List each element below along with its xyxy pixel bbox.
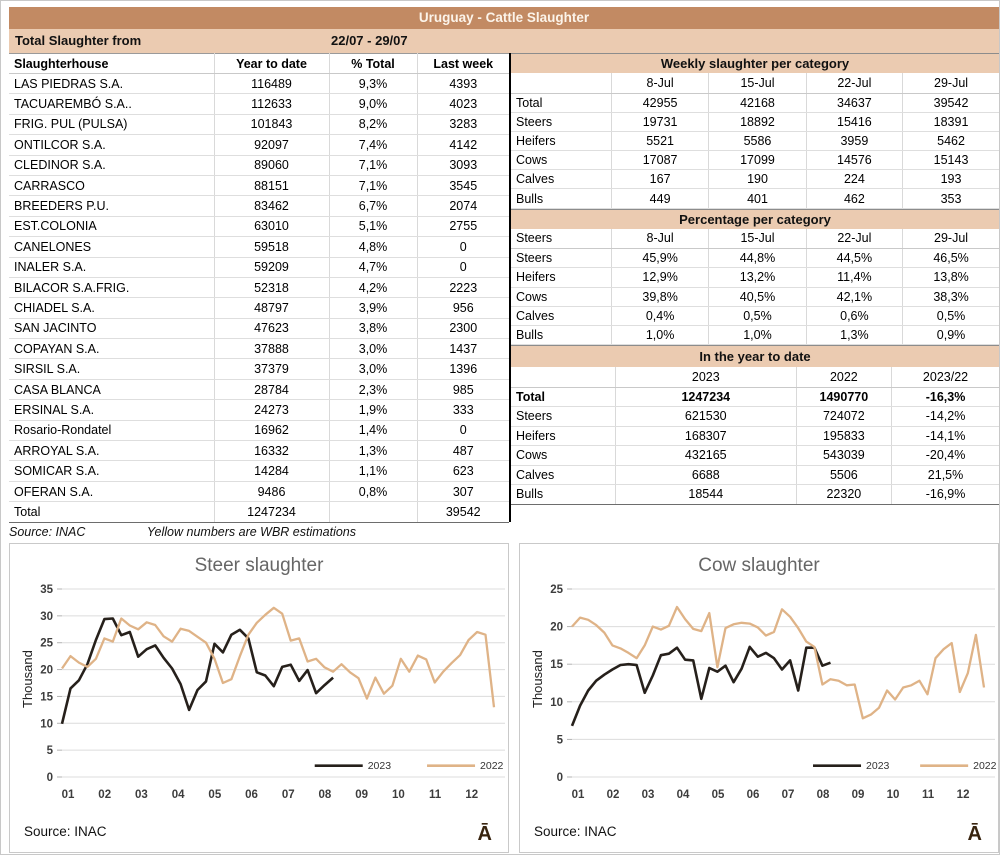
percentage-table	[511, 229, 999, 345]
table-cell: Total	[511, 93, 611, 112]
svg-text:12: 12	[465, 789, 479, 801]
svg-text:35: 35	[40, 584, 53, 596]
table-cell: 3,9%	[329, 298, 417, 318]
chart-title: Steer slaughter	[194, 555, 324, 576]
table-cell: 2300	[417, 318, 509, 338]
table-cell: 190	[709, 170, 806, 189]
svg-text:08: 08	[318, 789, 332, 801]
table-cell: OFERAN S.A.	[9, 481, 214, 501]
table-cell: 3283	[417, 114, 509, 134]
table-cell: 724072	[796, 407, 891, 427]
table-cell: 0	[417, 420, 509, 440]
table-row	[9, 94, 509, 114]
svg-text:05: 05	[208, 789, 222, 801]
table-row	[9, 400, 509, 420]
table-cell: 353	[903, 189, 999, 208]
table-footnote	[9, 525, 509, 539]
svg-text:04: 04	[171, 789, 185, 801]
table-cell: 16962	[214, 420, 329, 440]
table-cell: 985	[417, 379, 509, 399]
column-header	[511, 367, 615, 387]
table-cell: CASA BLANCA	[9, 379, 214, 399]
table-cell: 7,1%	[329, 155, 417, 175]
table-cell: 956	[417, 298, 509, 318]
table-cell: 3,8%	[329, 318, 417, 338]
table-cell: 4,8%	[329, 237, 417, 257]
weekly-slaughter-table	[511, 73, 999, 209]
chart-title: Cow slaughter	[698, 555, 820, 576]
table-row	[9, 74, 509, 94]
table-cell: TACUAREMBÓ S.A..	[9, 94, 214, 114]
table-cell: 0,8%	[329, 481, 417, 501]
svg-text:25: 25	[550, 584, 563, 596]
svg-text:2022: 2022	[480, 760, 504, 773]
table-cell: 42,1%	[806, 287, 902, 306]
table-cell: 13,8%	[903, 268, 999, 287]
table-cell: 3,0%	[329, 339, 417, 359]
table-cell: 2755	[417, 216, 509, 236]
table-cell: 1,9%	[329, 400, 417, 420]
table-cell: 5521	[611, 131, 708, 150]
table-cell: 34637	[806, 93, 902, 112]
table-cell: 15143	[903, 151, 999, 170]
table-cell: 5586	[709, 131, 806, 150]
table-cell: 401	[709, 189, 806, 208]
table-row	[9, 216, 509, 236]
period-label: Total Slaughter from	[15, 33, 142, 48]
table-row	[511, 465, 999, 485]
table-cell: 3,0%	[329, 359, 417, 379]
table-cell: -20,4%	[892, 446, 999, 466]
slaughterhouse-table	[9, 53, 509, 523]
column-header: 22-Jul	[806, 229, 902, 249]
table-row	[9, 461, 509, 481]
table-cell: CHIADEL S.A.	[9, 298, 214, 318]
table-cell: 2,3%	[329, 379, 417, 399]
table-cell: 0,5%	[903, 306, 999, 325]
table-cell: 18391	[903, 112, 999, 131]
table-cell: INALER S.A.	[9, 257, 214, 277]
table-cell: EST.COLONIA	[9, 216, 214, 236]
table-cell: 7,1%	[329, 175, 417, 195]
table-cell: 14576	[806, 151, 902, 170]
year-to-date-table	[511, 367, 999, 505]
table-cell: 112633	[214, 94, 329, 114]
table-cell: 621530	[615, 407, 796, 427]
table-cell: 17099	[709, 151, 806, 170]
table-row	[9, 135, 509, 155]
table-cell: 45,9%	[611, 249, 708, 268]
svg-text:07: 07	[781, 789, 795, 801]
brand-logo: Ā	[477, 823, 492, 845]
table-cell: 116489	[214, 74, 329, 94]
column-header: Steers	[511, 229, 611, 249]
table-cell: 4,2%	[329, 277, 417, 297]
table-cell: 0,6%	[806, 306, 902, 325]
table-cell: Calves	[511, 170, 611, 189]
table-cell: 17087	[611, 151, 708, 170]
table-cell: 1,3%	[329, 441, 417, 461]
table-cell: Steers	[511, 407, 615, 427]
svg-text:25: 25	[40, 637, 53, 650]
y-axis-label: Thousand	[530, 650, 545, 708]
table-cell: 0,9%	[903, 325, 999, 344]
line-plot	[520, 581, 998, 805]
table-cell: 83462	[214, 196, 329, 216]
table-cell: 1,3%	[806, 325, 902, 344]
table-cell: 44,8%	[709, 249, 806, 268]
column-header: 2022	[796, 367, 891, 387]
svg-text:10: 10	[550, 696, 563, 709]
table-row	[511, 93, 999, 112]
table-cell: 59518	[214, 237, 329, 257]
table-cell: 5462	[903, 131, 999, 150]
table-cell: 1,4%	[329, 420, 417, 440]
table-cell: Steers	[511, 112, 611, 131]
svg-text:5: 5	[46, 745, 53, 758]
svg-text:20: 20	[550, 621, 563, 634]
steer-slaughter-chart	[9, 543, 509, 853]
table-cell: -14,2%	[892, 407, 999, 427]
table-cell: 39542	[903, 93, 999, 112]
table-cell: 44,5%	[806, 249, 902, 268]
column-header: 29-Jul	[903, 229, 999, 249]
table-cell: 48797	[214, 298, 329, 318]
column-header	[511, 73, 611, 93]
table-cell: 42168	[709, 93, 806, 112]
svg-text:01: 01	[571, 789, 585, 801]
table-row	[9, 420, 509, 440]
table-cell: 12,9%	[611, 268, 708, 287]
table-cell: FRIG. PUL (PULSA)	[9, 114, 214, 134]
svg-text:09: 09	[355, 789, 369, 801]
y-axis-label: Thousand	[20, 650, 35, 708]
table-cell: 4393	[417, 74, 509, 94]
weekly-section-title: Weekly slaughter per category	[511, 53, 999, 73]
column-header: Last week	[417, 54, 509, 74]
svg-text:12: 12	[956, 789, 970, 801]
table-row	[511, 306, 999, 325]
slaughterhouse-panel	[9, 53, 509, 539]
column-header: 15-Jul	[709, 229, 806, 249]
column-header: 15-Jul	[709, 73, 806, 93]
table-cell: 623	[417, 461, 509, 481]
table-row	[9, 237, 509, 257]
report-title-bar: Uruguay - Cattle Slaughter	[9, 7, 999, 29]
table-cell: 4023	[417, 94, 509, 114]
table-cell: 5506	[796, 465, 891, 485]
table-cell: 39542	[417, 502, 509, 522]
table-cell: 0,5%	[709, 306, 806, 325]
svg-text:2023: 2023	[866, 760, 890, 773]
column-header: % Total	[329, 54, 417, 74]
table-row	[9, 359, 509, 379]
column-header: 8-Jul	[611, 73, 708, 93]
table-cell: ONTILCOR S.A.	[9, 135, 214, 155]
table-cell: 9,3%	[329, 74, 417, 94]
brand-logo: Ā	[967, 823, 982, 845]
table-cell: 101843	[214, 114, 329, 134]
svg-text:09: 09	[851, 789, 865, 801]
column-header: Slaughterhouse	[9, 54, 214, 74]
svg-text:0: 0	[46, 772, 53, 784]
table-cell: ERSINAL S.A.	[9, 400, 214, 420]
svg-text:06: 06	[245, 789, 258, 801]
table-cell: Heifers	[511, 131, 611, 150]
table-row	[9, 277, 509, 297]
column-header: 22-Jul	[806, 73, 902, 93]
cow-slaughter-chart	[519, 543, 999, 853]
table-cell: 38,3%	[903, 287, 999, 306]
column-header: Year to date	[214, 54, 329, 74]
table-cell: 487	[417, 441, 509, 461]
svg-text:10: 10	[886, 789, 900, 801]
table-cell: 6,7%	[329, 196, 417, 216]
svg-text:11: 11	[428, 789, 442, 801]
table-cell: 449	[611, 189, 708, 208]
period-range: 22/07 - 29/07	[331, 33, 408, 48]
table-cell: Steers	[511, 249, 611, 268]
table-cell: -14,1%	[892, 426, 999, 446]
table-cell: 3959	[806, 131, 902, 150]
table-cell: 2074	[417, 196, 509, 216]
table-cell: 0,4%	[611, 306, 708, 325]
table-cell: 0	[417, 257, 509, 277]
estimation-note: Yellow numbers are WBR estimations	[146, 524, 357, 539]
table-cell: 88151	[214, 175, 329, 195]
header-row	[511, 73, 999, 93]
table-cell: Total	[9, 502, 214, 522]
table-cell: 195833	[796, 426, 891, 446]
table-row	[9, 298, 509, 318]
table-cell: SIRSIL S.A.	[9, 359, 214, 379]
table-cell: 224	[806, 170, 902, 189]
table-cell: 92097	[214, 135, 329, 155]
table-cell: COPAYAN S.A.	[9, 339, 214, 359]
table-cell: 1247234	[615, 387, 796, 407]
table-cell: CANELONES	[9, 237, 214, 257]
svg-text:10: 10	[391, 789, 405, 801]
svg-text:20: 20	[40, 664, 53, 677]
table-cell: 1,0%	[611, 325, 708, 344]
table-cell: 21,5%	[892, 465, 999, 485]
svg-text:02: 02	[606, 789, 620, 801]
table-cell: -16,9%	[892, 485, 999, 505]
table-cell: 63010	[214, 216, 329, 236]
svg-text:08: 08	[816, 789, 830, 801]
table-row	[511, 446, 999, 466]
table-row	[511, 189, 999, 208]
ytd-section-title: In the year to date	[511, 345, 999, 367]
table-row	[511, 287, 999, 306]
table-row	[511, 387, 999, 407]
table-cell: 7,4%	[329, 135, 417, 155]
svg-text:06: 06	[746, 789, 760, 801]
table-cell: 167	[611, 170, 708, 189]
table-row	[9, 175, 509, 195]
table-cell: ARROYAL S.A.	[9, 441, 214, 461]
table-cell: 11,4%	[806, 268, 902, 287]
table-cell: 1247234	[214, 502, 329, 522]
table-cell: 40,5%	[709, 287, 806, 306]
svg-text:02: 02	[98, 789, 112, 801]
svg-text:03: 03	[135, 789, 148, 801]
table-cell: 15416	[806, 112, 902, 131]
table-row	[511, 325, 999, 344]
table-row	[9, 318, 509, 338]
table-cell: 1437	[417, 339, 509, 359]
svg-text:11: 11	[921, 789, 935, 801]
table-row	[511, 170, 999, 189]
table-cell: 168307	[615, 426, 796, 446]
chart-source: Source: INAC	[534, 824, 617, 839]
table-row	[9, 339, 509, 359]
table-row	[9, 257, 509, 277]
table-row	[511, 485, 999, 505]
period-band	[9, 29, 999, 53]
table-cell: 2223	[417, 277, 509, 297]
svg-text:30: 30	[40, 610, 53, 623]
table-cell: 28784	[214, 379, 329, 399]
table-cell: 18892	[709, 112, 806, 131]
header-row	[511, 229, 999, 249]
table-cell: 5,1%	[329, 216, 417, 236]
source-note: Source: INAC	[9, 524, 86, 539]
table-cell: 8,2%	[329, 114, 417, 134]
table-cell: Bulls	[511, 485, 615, 505]
table-cell: 543039	[796, 446, 891, 466]
svg-text:04: 04	[676, 789, 690, 801]
table-row	[9, 502, 509, 522]
table-cell: Calves	[511, 465, 615, 485]
column-header: 29-Jul	[903, 73, 999, 93]
table-cell: 19731	[611, 112, 708, 131]
table-cell: 13,2%	[709, 268, 806, 287]
table-cell: 0	[417, 237, 509, 257]
column-header: 2023/22	[892, 367, 999, 387]
table-cell: 1490770	[796, 387, 891, 407]
table-cell: 3093	[417, 155, 509, 175]
table-cell: 333	[417, 400, 509, 420]
table-cell: Rosario-Rondatel	[9, 420, 214, 440]
table-cell: Cows	[511, 151, 611, 170]
table-cell: 89060	[214, 155, 329, 175]
table-cell: 1396	[417, 359, 509, 379]
table-cell: 37888	[214, 339, 329, 359]
column-header: 8-Jul	[611, 229, 708, 249]
table-row	[9, 441, 509, 461]
table-cell: Bulls	[511, 325, 611, 344]
table-cell: 6688	[615, 465, 796, 485]
table-cell: BREEDERS P.U.	[9, 196, 214, 216]
table-cell: LAS PIEDRAS S.A.	[9, 74, 214, 94]
svg-text:03: 03	[641, 789, 655, 801]
header-row	[9, 54, 509, 74]
table-cell: 14284	[214, 461, 329, 481]
table-cell: Heifers	[511, 426, 615, 446]
table-cell: 22320	[796, 485, 891, 505]
table-cell: 9486	[214, 481, 329, 501]
charts-row	[9, 543, 999, 853]
table-cell: BILACOR S.A.FRIG.	[9, 277, 214, 297]
table-cell: 16332	[214, 441, 329, 461]
table-cell: 1,1%	[329, 461, 417, 481]
table-cell: 307	[417, 481, 509, 501]
header-row	[511, 367, 999, 387]
table-cell: 42955	[611, 93, 708, 112]
table-cell: 47623	[214, 318, 329, 338]
table-cell: SOMICAR S.A.	[9, 461, 214, 481]
table-cell: 432165	[615, 446, 796, 466]
table-row	[511, 426, 999, 446]
table-row	[511, 249, 999, 268]
table-cell: 46,5%	[903, 249, 999, 268]
svg-text:01: 01	[61, 789, 75, 801]
table-cell: -16,3%	[892, 387, 999, 407]
table-row	[511, 407, 999, 427]
table-cell: 39,8%	[611, 287, 708, 306]
table-cell: 4142	[417, 135, 509, 155]
table-cell: 52318	[214, 277, 329, 297]
svg-text:2023: 2023	[367, 760, 392, 773]
line-plot	[10, 581, 508, 805]
table-cell: CARRASCO	[9, 175, 214, 195]
svg-text:0: 0	[556, 772, 563, 784]
table-cell: 9,0%	[329, 94, 417, 114]
table-cell: 37379	[214, 359, 329, 379]
table-row	[9, 114, 509, 134]
table-cell	[329, 502, 417, 522]
svg-text:07: 07	[281, 789, 295, 801]
table-row	[511, 131, 999, 150]
svg-text:10: 10	[40, 718, 53, 731]
table-row	[9, 196, 509, 216]
column-header: 2023	[615, 367, 796, 387]
table-cell: Calves	[511, 306, 611, 325]
category-panel	[509, 53, 999, 522]
table-row	[9, 379, 509, 399]
svg-text:5: 5	[556, 734, 563, 747]
table-cell: Cows	[511, 446, 615, 466]
table-row	[511, 151, 999, 170]
svg-text:15: 15	[40, 691, 53, 704]
svg-text:05: 05	[711, 789, 725, 801]
table-row	[511, 268, 999, 287]
table-cell: Bulls	[511, 189, 611, 208]
table-cell: CLEDINOR S.A.	[9, 155, 214, 175]
table-row	[511, 112, 999, 131]
table-cell: 193	[903, 170, 999, 189]
table-cell: 462	[806, 189, 902, 208]
table-cell: 24273	[214, 400, 329, 420]
table-cell: SAN JACINTO	[9, 318, 214, 338]
table-row	[9, 155, 509, 175]
table-cell: Cows	[511, 287, 611, 306]
chart-source: Source: INAC	[24, 824, 107, 839]
table-cell: 4,7%	[329, 257, 417, 277]
percentage-section-title: Percentage per category	[511, 209, 999, 229]
table-cell: 3545	[417, 175, 509, 195]
table-cell: Heifers	[511, 268, 611, 287]
table-cell: 59209	[214, 257, 329, 277]
svg-text:15: 15	[550, 659, 563, 672]
table-cell: 1,0%	[709, 325, 806, 344]
table-cell: Total	[511, 387, 615, 407]
svg-text:2022: 2022	[973, 760, 997, 773]
table-row	[9, 481, 509, 501]
table-cell: 18544	[615, 485, 796, 505]
